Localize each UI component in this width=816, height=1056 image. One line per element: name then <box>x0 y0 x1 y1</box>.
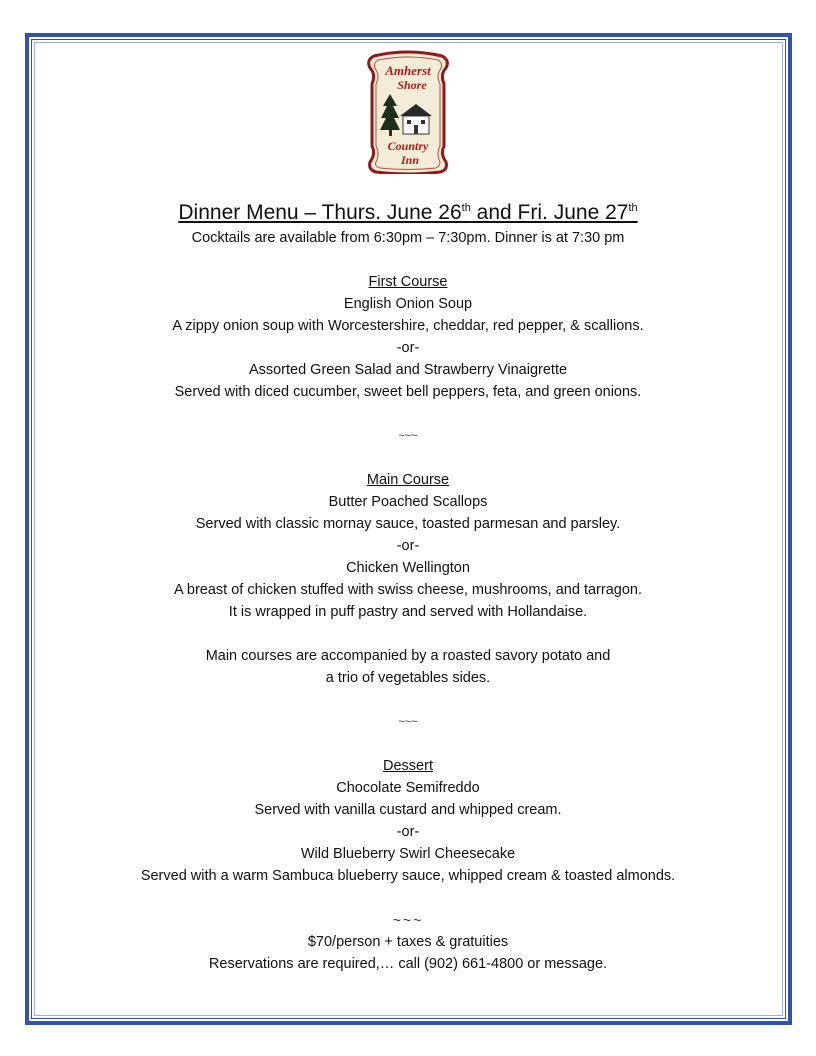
main-course-or: -or- <box>396 538 420 554</box>
price-line: $70/person + taxes & gratuities <box>307 934 509 950</box>
main-course-note1: Main courses are accompanied by a roasted savory potato and <box>205 648 611 664</box>
menu-content <box>40 50 776 975</box>
first-course-option1-name: English Onion Soup <box>343 296 473 312</box>
dessert-option1-name: Chocolate Semifreddo <box>336 780 480 796</box>
dessert-or: -or- <box>396 824 420 840</box>
reservations-line: Reservations are required,… call (902) 661-4800 or message. <box>208 956 608 972</box>
main-course-option1-desc: Served with classic mornay sauce, toasted parmesan and parsley. <box>195 516 621 532</box>
main-course-note2: a trio of vegetables sides. <box>325 670 491 686</box>
logo-line1: Amherst <box>385 63 431 78</box>
first-course-heading: First Course <box>368 274 448 290</box>
separator-1: ~~~ <box>398 430 418 442</box>
first-course-or: -or- <box>396 340 420 356</box>
separator-2: ~~~ <box>398 716 418 728</box>
dessert-option2-name: Wild Blueberry Swirl Cheesecake <box>300 846 516 862</box>
main-course-heading: Main Course <box>366 472 450 488</box>
cocktails-note: Cocktails are available from 6:30pm – 7:30pm. Dinner is at 7:30 pm <box>191 230 625 246</box>
main-course-option1-name: Butter Poached Scallops <box>328 494 488 510</box>
main-course-option2-desc1: A breast of chicken stuffed with swiss cheese, mushrooms, and tarragon. <box>174 582 642 598</box>
first-course-option2-desc: Served with diced cucumber, sweet bell peppers, feta, and green onions. <box>174 384 642 400</box>
dessert-option2-desc: Served with a warm Sambuca blueberry sauce, whipped cream & toasted almonds. <box>140 868 676 884</box>
separator-3: ~~~ <box>392 912 424 928</box>
first-course-option2-name: Assorted Green Salad and Strawberry Vinaigrette <box>248 362 568 378</box>
inn-logo <box>360 50 456 174</box>
logo-line4: Inn <box>400 153 420 167</box>
logo-line2: Shore <box>397 78 427 92</box>
dessert-option1-desc: Served with vanilla custard and whipped cream. <box>254 802 562 818</box>
dessert-heading: Dessert <box>383 758 433 774</box>
logo-line3: Country <box>387 139 429 153</box>
main-course-option2-desc2: It is wrapped in puff pastry and served with Hollandaise. <box>228 604 588 620</box>
main-course-option2-name: Chicken Wellington <box>346 560 470 576</box>
first-course-option1-desc: A zippy onion soup with Worcestershire, cheddar, red pepper, & scallions. <box>172 318 644 334</box>
menu-title: Dinner Menu – Thurs. June 26th and Fri. June 27th <box>178 201 638 224</box>
